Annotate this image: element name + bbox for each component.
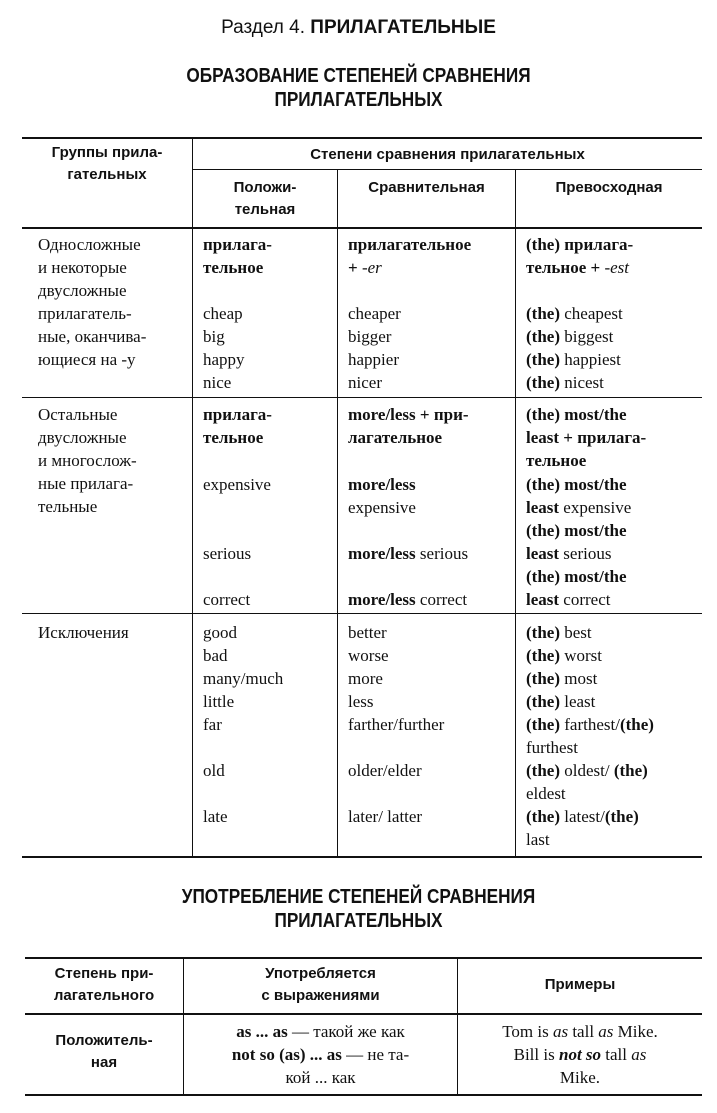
table-column-rule-2 (337, 169, 338, 857)
group1-positive-1: cheap (203, 304, 243, 323)
group3-superlative-old-line-1 (526, 759, 654, 782)
group1-rule-positive (203, 233, 272, 279)
group3-comparative-6: older/elder (348, 761, 422, 780)
group3-comparative-2: worse (348, 646, 389, 665)
group1-rule-superlative (526, 233, 633, 279)
superlative-word: biggest (559, 327, 614, 346)
group2-rule-positive-line-2: тельное (203, 428, 264, 447)
group3-superlative-4 (526, 690, 654, 713)
superlative-word: happiest (559, 350, 621, 369)
group1-comparative-1: cheaper (348, 304, 401, 323)
group1-rule-superlative-base: тельное + (526, 258, 605, 277)
group1-name-line-3: двусложные (38, 281, 127, 300)
the-article: (the) (613, 761, 648, 780)
formation-heading-line-2: ПРИЛАГАТЕЛЬНЫХ (274, 89, 443, 111)
group1-superlative-3 (526, 348, 623, 371)
group1-rule-superlative-suffix: -est (604, 258, 629, 277)
group3-comparative-3: more (348, 669, 383, 688)
example-keyword: as (598, 1022, 614, 1041)
the-most-the: (the) most/the (526, 521, 627, 540)
group3-superlative-1 (526, 621, 654, 644)
the-most-the: (the) most/the (526, 475, 627, 494)
group1-rule-positive-line-1: прилага- (203, 235, 272, 254)
group3-comparative-1: better (348, 623, 387, 642)
group1-rule-comparative-suffix: -er (361, 258, 382, 277)
usage-header-used-with-line-1: Употребляется (265, 965, 376, 982)
group1-superlative-examples (526, 302, 623, 394)
example-text: Bill is (513, 1045, 559, 1064)
group3-comparative (348, 621, 444, 736)
superlative-word: most (559, 669, 598, 688)
the-article: (the) (526, 327, 560, 346)
group3-superlative-old-line-2: eldest (526, 784, 566, 803)
group2-rule-positive-line-1: прилага- (203, 405, 272, 424)
group1-rule-comparative-line-1: прилагательное (348, 235, 472, 254)
group2-comparative-expensive (348, 473, 416, 519)
superlative-word: cheapest (559, 304, 623, 323)
usage-row-degree-line-2: ная (90, 1054, 118, 1071)
superlative-word: serious (559, 544, 612, 563)
least: least (526, 498, 560, 517)
the-article: (the) (526, 373, 560, 392)
group1-name-line-5: ные, оканчива- (38, 327, 147, 346)
usage-header-degree (25, 963, 183, 1007)
group2-name-line-1: Остальные (38, 405, 118, 424)
expression-meaning: — не та- (341, 1045, 410, 1064)
table-header-bottom-rule (22, 227, 702, 229)
usage-heading (50, 885, 667, 933)
group3-positive-5: far (203, 715, 222, 734)
table-top-rule (22, 137, 702, 139)
group3-superlative-late-line-2: last (526, 830, 550, 849)
group3-positive-2: bad (203, 646, 228, 665)
superlative-word: farthest/ (559, 715, 620, 734)
usage-header-degree-line-2: лагательного (53, 987, 155, 1004)
usage-heading-line-1: УПОТРЕБЛЕНИЕ СТЕПЕНЕЙ СРАВНЕНИЯ (181, 886, 536, 908)
table-row-rule-1 (22, 397, 702, 398)
group2-name-line-5: тельные (38, 497, 98, 516)
group1-name-line-1: Односложные (38, 235, 141, 254)
section-label: Раздел 4. (221, 17, 305, 38)
the-article: (the) (526, 646, 560, 665)
group2-positive-correct: correct (203, 590, 251, 609)
usage-row-expressions (184, 1020, 457, 1089)
group3-comparative-5: farther/further (348, 715, 445, 734)
usage-header-used-with (184, 963, 457, 1007)
group1-positive-examples (203, 302, 245, 394)
the-article: (the) (526, 807, 560, 826)
usage-row-examples (458, 1020, 702, 1089)
group2-comparative-correct (348, 588, 467, 611)
group3-superlative-2 (526, 644, 654, 667)
group1-rule-comparative-plus: + (348, 258, 362, 277)
header-groups (22, 142, 192, 186)
group1-positive-4: nice (203, 373, 232, 392)
section-name: ПРИЛАГАТЕЛЬНЫЕ (310, 17, 496, 38)
group3-positive-4: little (203, 692, 235, 711)
group3-positive-6: old (203, 761, 225, 780)
table-bottom-rule (22, 856, 702, 858)
example-keyword: as (631, 1045, 647, 1064)
group1-comparative-4: nicer (348, 373, 382, 392)
usage-header-used-with-line-2: с выражениями (261, 987, 380, 1004)
group2-rule-positive (203, 403, 272, 449)
superlative-word: best (559, 623, 592, 642)
group1-name (38, 233, 146, 371)
usage-row-degree (25, 1030, 183, 1074)
group2-superlative-correct (526, 565, 627, 611)
least: least (526, 590, 560, 609)
group1-comparative-examples (348, 302, 401, 394)
formation-heading (50, 64, 667, 112)
the-article: (the) (526, 761, 560, 780)
comparative-word: serious (415, 544, 469, 563)
example-keyword: not so (558, 1045, 602, 1064)
group3-positive-3: many/much (203, 669, 284, 688)
group2-superlative-serious (526, 519, 627, 565)
expression-keyword: as ... as (236, 1022, 288, 1041)
group1-superlative-4 (526, 371, 623, 394)
the-article: (the) (604, 807, 639, 826)
the-article: (the) (526, 715, 560, 734)
superlative-word: least (559, 692, 596, 711)
header-degrees: Степени сравнения прилагательных (310, 146, 585, 163)
usage-row-degree-line-1: Положитель- (55, 1032, 153, 1049)
group3-positive-7: late (203, 807, 228, 826)
usage-table-bottom-rule (25, 1094, 702, 1096)
example-text: Mike. (613, 1022, 658, 1041)
comparative-word: correct (415, 590, 468, 609)
table-column-rule-1 (192, 138, 193, 857)
group1-positive-3: happy (203, 350, 245, 369)
usage-table-top-rule (25, 957, 702, 959)
group3-comparative-4: less (348, 692, 374, 711)
group3-superlative-far-line-2: furthest (526, 738, 578, 757)
example-text: tall (601, 1045, 632, 1064)
example-text: Tom is (502, 1022, 553, 1041)
header-comparative: Сравнительная (368, 179, 485, 196)
header-groups-line-1: Группы прила- (51, 144, 163, 161)
group3-positive-1: good (203, 623, 237, 642)
table-column-rule-3 (515, 169, 516, 857)
group3-name: Исключения (38, 623, 129, 642)
superlative-word: latest/ (559, 807, 605, 826)
group1-superlative-1 (526, 302, 623, 325)
group3-superlative (526, 621, 654, 851)
header-groups-line-2: гательных (67, 166, 147, 183)
group1-rule-superlative-line-1: (the) прилага- (526, 235, 634, 254)
header-superlative: Превосходная (555, 179, 663, 196)
superlative-word: oldest/ (559, 761, 614, 780)
group2-rule-comparative-line-1: more/less + при- (348, 405, 469, 424)
example-text: tall (568, 1022, 599, 1041)
group2-rule-superlative (526, 403, 646, 472)
group2-rule-superlative-line-3: тельное (526, 451, 587, 470)
group2-name-line-2: двусложные (38, 428, 127, 447)
the-article: (the) (526, 304, 560, 323)
group2-rule-superlative-line-1: (the) most/the (526, 405, 627, 424)
group2-name-line-4: ные прилага- (38, 474, 134, 493)
the-most-the: (the) most/the (526, 567, 627, 586)
group3-positive (203, 621, 283, 736)
header-positive-line-2: тельная (234, 201, 296, 218)
group1-superlative-2 (526, 325, 623, 348)
group1-rule-comparative (348, 233, 471, 279)
group1-name-line-2: и некоторые (38, 258, 127, 277)
the-article: (the) (526, 623, 560, 642)
usage-heading-line-2: ПРИЛАГАТЕЛЬНЫХ (274, 910, 443, 932)
usage-expression-2 (184, 1043, 457, 1066)
expression-keyword: not so (as) ... as (231, 1045, 342, 1064)
the-article: (the) (526, 350, 560, 369)
header-positive-line-1: Положи- (233, 179, 297, 196)
usage-table-header-rule (25, 1013, 702, 1015)
usage-example-1 (458, 1020, 702, 1043)
group2-rule-comparative-line-2: лагательное (348, 428, 443, 447)
usage-example-2-continued: Mike. (559, 1068, 601, 1087)
table-header-subrule (192, 169, 702, 170)
superlative-word: worst (559, 646, 603, 665)
usage-example-2 (458, 1043, 702, 1066)
comparative-word: expensive (348, 498, 416, 517)
group1-positive-2: big (203, 327, 225, 346)
group3-superlative-3 (526, 667, 654, 690)
usage-expression-1 (184, 1020, 457, 1043)
section-heading (0, 17, 717, 39)
group2-name-line-3: и многослож- (38, 451, 137, 470)
group3-superlative-late-line-1 (526, 805, 654, 828)
usage-header-examples: Примеры (544, 976, 616, 993)
group2-positive-serious: serious (203, 544, 252, 563)
group3-comparative-7: later/ latter (348, 807, 423, 826)
header-positive (193, 177, 337, 221)
group1-name-line-4: прилагатель- (38, 304, 132, 323)
the-article: (the) (619, 715, 654, 734)
group1-rule-positive-line-2: тельное (203, 258, 264, 277)
usage-expression-2-continued: кой ... как (285, 1068, 356, 1087)
group1-name-line-6: ющиеся на -у (38, 350, 136, 369)
superlative-word: expensive (559, 498, 632, 517)
usage-header-degree-line-1: Степень при- (54, 965, 154, 982)
the-article: (the) (526, 669, 560, 688)
the-article: (the) (526, 692, 560, 711)
table-row-rule-2 (22, 613, 702, 614)
formation-heading-line-1: ОБРАЗОВАНИЕ СТЕПЕНЕЙ СРАВНЕНИЯ (186, 65, 531, 87)
group1-comparative-3: happier (348, 350, 399, 369)
example-keyword: as (552, 1022, 569, 1041)
group2-positive-expensive: expensive (203, 475, 271, 494)
group1-comparative-2: bigger (348, 327, 392, 346)
group2-name (38, 403, 137, 518)
superlative-word: nicest (559, 373, 604, 392)
group2-superlative-expensive (526, 473, 631, 519)
more-less: more/less (348, 590, 416, 609)
more-less: more/less (348, 544, 416, 563)
group2-comparative-serious (348, 542, 468, 565)
superlative-word: correct (559, 590, 611, 609)
group3-superlative-far-line-1 (526, 713, 654, 736)
least: least (526, 544, 560, 563)
expression-meaning: — такой же как (287, 1022, 405, 1041)
group2-rule-superlative-line-2: least + прилага- (526, 428, 647, 447)
more-less: more/less (348, 475, 416, 494)
group2-rule-comparative (348, 403, 469, 449)
